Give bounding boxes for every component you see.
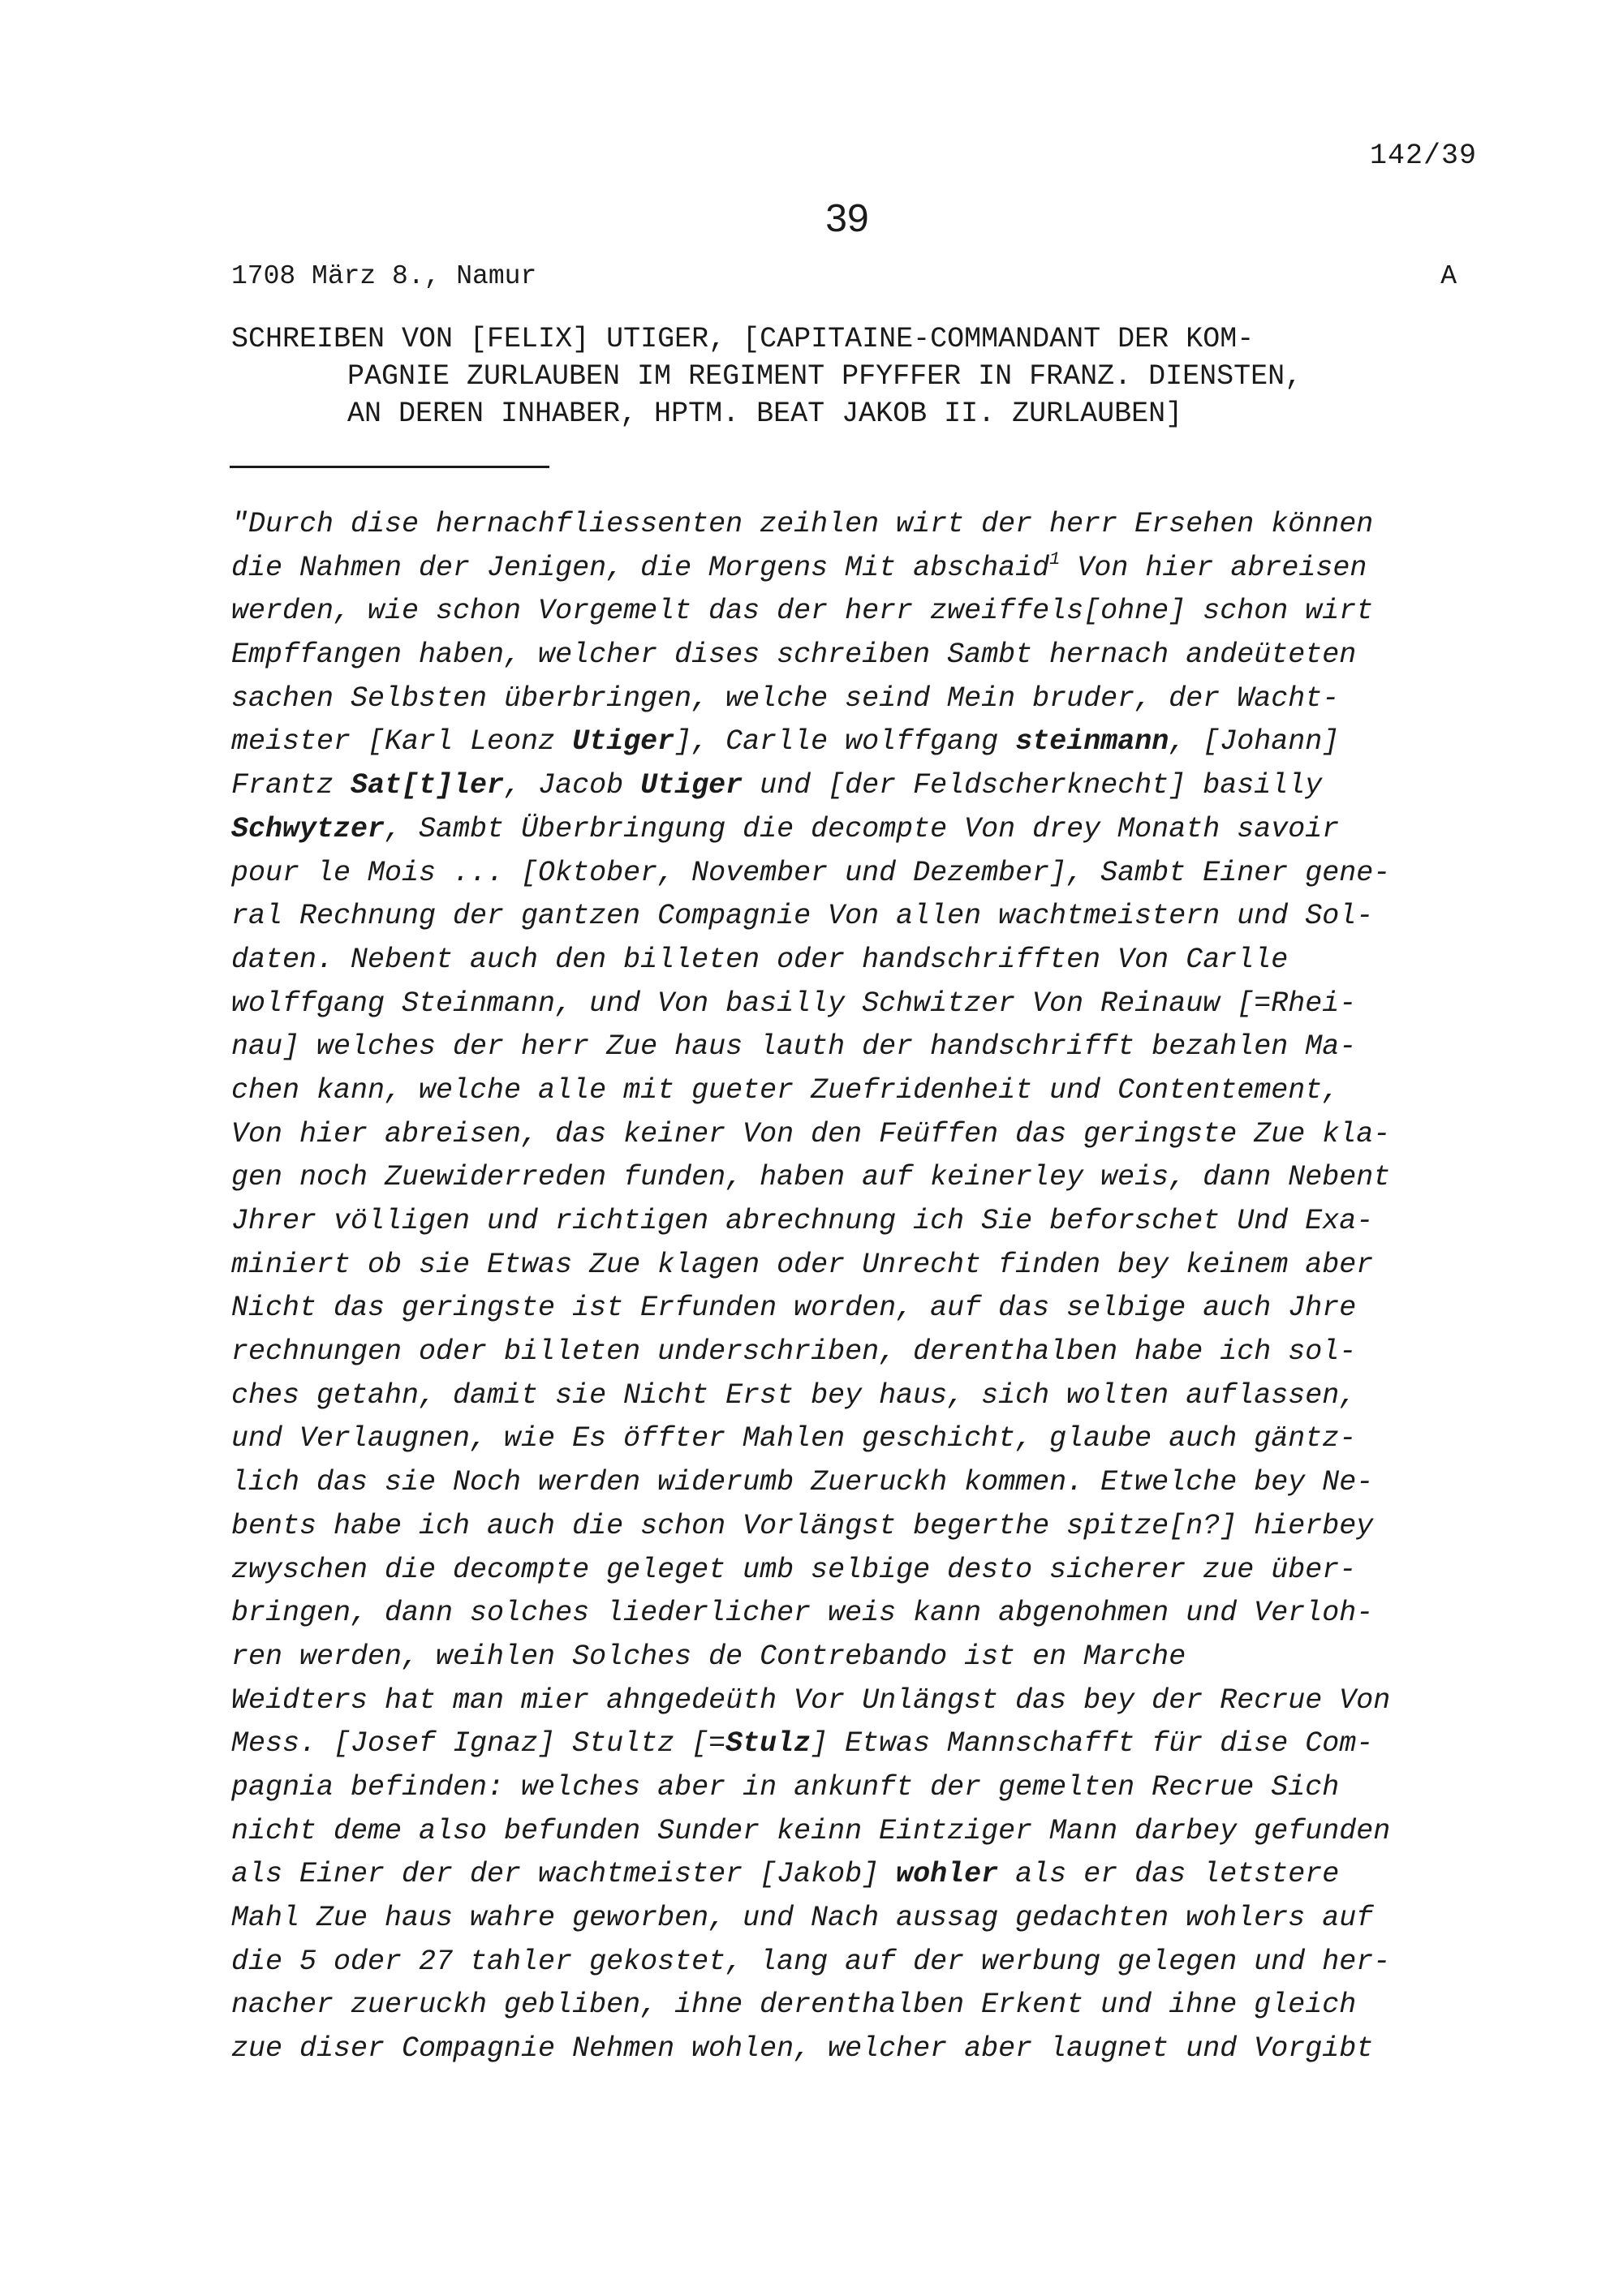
text-line: nau] welches der herr Zue haus lauth der handschrifft bezahlen Ma- (231, 1030, 1357, 1064)
person-name: Utiger (640, 769, 743, 802)
text-line: pour le Mois ... [Oktober, November und Dezember], Sambt Einer gene- (231, 856, 1391, 889)
text-segment: und [der Feldscherknecht] basilly (743, 769, 1323, 802)
text-segment: meister [Karl Leonz (231, 725, 573, 759)
text-line: daten. Nebent auch den billeten oder handschrifften Von Carlle (231, 943, 1289, 976)
text-line: Jhrer völligen und richtigen abrechnung ich Sie beforschet Und Exa- (231, 1205, 1374, 1237)
person-name: Schwytzer (231, 812, 385, 845)
text-line: chen kann, welche alle mit gueter Zuefridenheit und Contentement, (231, 1073, 1340, 1107)
text-segment: Von hier abreisen (1060, 551, 1367, 584)
text-line: wolffgang Steinmann, und Von basilly Schwitzer Von Reinauw [=Rhei- (231, 987, 1357, 1020)
separator-rule (230, 466, 549, 468)
text-line: Nicht das geringste ist Erfunden worden, auf das selbige auch Jhre (231, 1292, 1357, 1325)
text-line (231, 764, 1497, 808)
text-line: zue diser Compagnie Nehmen wohlen, welcher aber laugnet und Vorgibt (231, 2032, 1374, 2066)
text-line: Von hier abreisen, das keiner Von den Feüffen das geringste Zue kla- (231, 1117, 1391, 1150)
transcription-body (231, 503, 1497, 2071)
source-letter: A (1440, 261, 1457, 291)
heading-line: AN DEREN INHABER, HPTM. BEAT JAKOB II. ZURLAUBEN] (347, 398, 1183, 430)
text-line: rechnungen oder billeten underschriben, derenthalben habe ich sol- (231, 1335, 1357, 1369)
text-line: pagnia befinden: welches aber in ankunft der gemelten Recrue Sich (231, 1770, 1340, 1804)
text-line: ren werden, weihlen Solches de Contrebando ist en Marche (231, 1640, 1186, 1673)
text-segment: , [Johann] (1169, 725, 1340, 759)
text-line (231, 547, 1497, 591)
text-line: Empffangen haben, welcher dises schreiben Sambt hernach andeüteten (231, 638, 1357, 672)
text-line: nacher zueruckh gebliben, ihne derenthalben Erkent und ihne gleich (231, 1989, 1357, 2022)
text-segment: die Nahmen der Jenigen, die Morgens Mit abschaid (231, 551, 1050, 584)
text-line: bents habe ich auch die schon Vorlängst begerthe spitze[n?] hierbey (231, 1509, 1374, 1542)
text-line: bringen, dann solches liederlicher weis kann abgenohmen und Verloh- (231, 1597, 1374, 1630)
person-name: steinmann (1015, 725, 1169, 759)
person-name: wohler (896, 1858, 999, 1891)
person-name: Stulz (725, 1727, 812, 1761)
text-line (231, 1722, 1497, 1766)
text-line: "Durch dise hernachfliessenten zeihlen wirt der herr Ersehen können (231, 508, 1374, 540)
text-line: und Verlaugnen, wie Es öffter Mahlen geschicht, glaube auch gäntz- (231, 1422, 1357, 1455)
text-line: gen noch Zuewiderreden funden, haben auf keinerley weis, dann Nebent (231, 1161, 1391, 1194)
document-heading (231, 320, 1481, 432)
text-line (231, 808, 1497, 852)
text-segment: als er das letstere (998, 1858, 1340, 1891)
person-name: Utiger (572, 725, 675, 759)
text-line (231, 1853, 1497, 1897)
text-line: ral Rechnung der gantzen Compagnie Von allen wachtmeistern und Sol- (231, 900, 1374, 933)
text-segment: , Sambt Überbringung die decompte Von drey Monath savoir (385, 812, 1340, 845)
text-line: nicht deme also befunden Sunder keinn Eintziger Mann darbey gefunden (231, 1814, 1391, 1847)
document-number: 39 (825, 197, 869, 240)
text-line: werden, wie schon Vorgemelt das der herr zweiffels[ohne] schon wirt (231, 595, 1374, 628)
text-line: die 5 oder 27 tahler gekostet, lang auf der werbung gelegen und her- (231, 1945, 1391, 1978)
footnote-marker: 1 (1049, 548, 1061, 570)
text-line: lich das sie Noch werden widerumb Zueruckh kommen. Etwelche bey Ne- (231, 1466, 1374, 1499)
date-and-place: 1708 März 8., Namur (231, 261, 537, 291)
text-line (231, 720, 1497, 764)
text-line: miniert ob sie Etwas Zue klagen oder Unrecht finden bey keinem aber (231, 1248, 1374, 1281)
text-segment: als Einer der der wachtmeister [Jakob] (231, 1858, 897, 1891)
text-segment: ] Etwas Mannschafft für dise Com- (811, 1727, 1374, 1761)
text-segment: ], Carlle wolffgang (674, 725, 1016, 759)
page-reference: 142/39 (1369, 140, 1477, 172)
heading-line: PAGNIE ZURLAUBEN IM REGIMENT PFYFFER IN FRANZ. DIENSTEN, (347, 360, 1302, 393)
text-segment: Mess. [Josef Ignaz] Stultz [= (231, 1727, 726, 1761)
text-line: zwyschen die decompte geleget umb selbige desto sicherer zue über- (231, 1553, 1357, 1586)
text-segment: Frantz (231, 769, 351, 802)
text-line: sachen Selbsten überbringen, welche seind Mein bruder, der Wacht- (231, 681, 1340, 715)
text-line: Mahl Zue haus wahre geworben, und Nach aussag gedachten wohlers auf (231, 1902, 1374, 1934)
person-name: Sat[t]ler (351, 769, 505, 802)
text-line: ches getahn, damit sie Nicht Erst bey haus, sich wolten auflassen, (231, 1378, 1357, 1412)
text-segment: , Jacob (504, 769, 641, 802)
heading-line: SCHREIBEN VON [FELIX] UTIGER, [CAPITAINE-COMMANDANT DER KOM- (231, 323, 1255, 355)
text-line: Weidters hat man mier ahngedeüth Vor Unlängst das bey der Recrue Von (231, 1683, 1391, 1717)
